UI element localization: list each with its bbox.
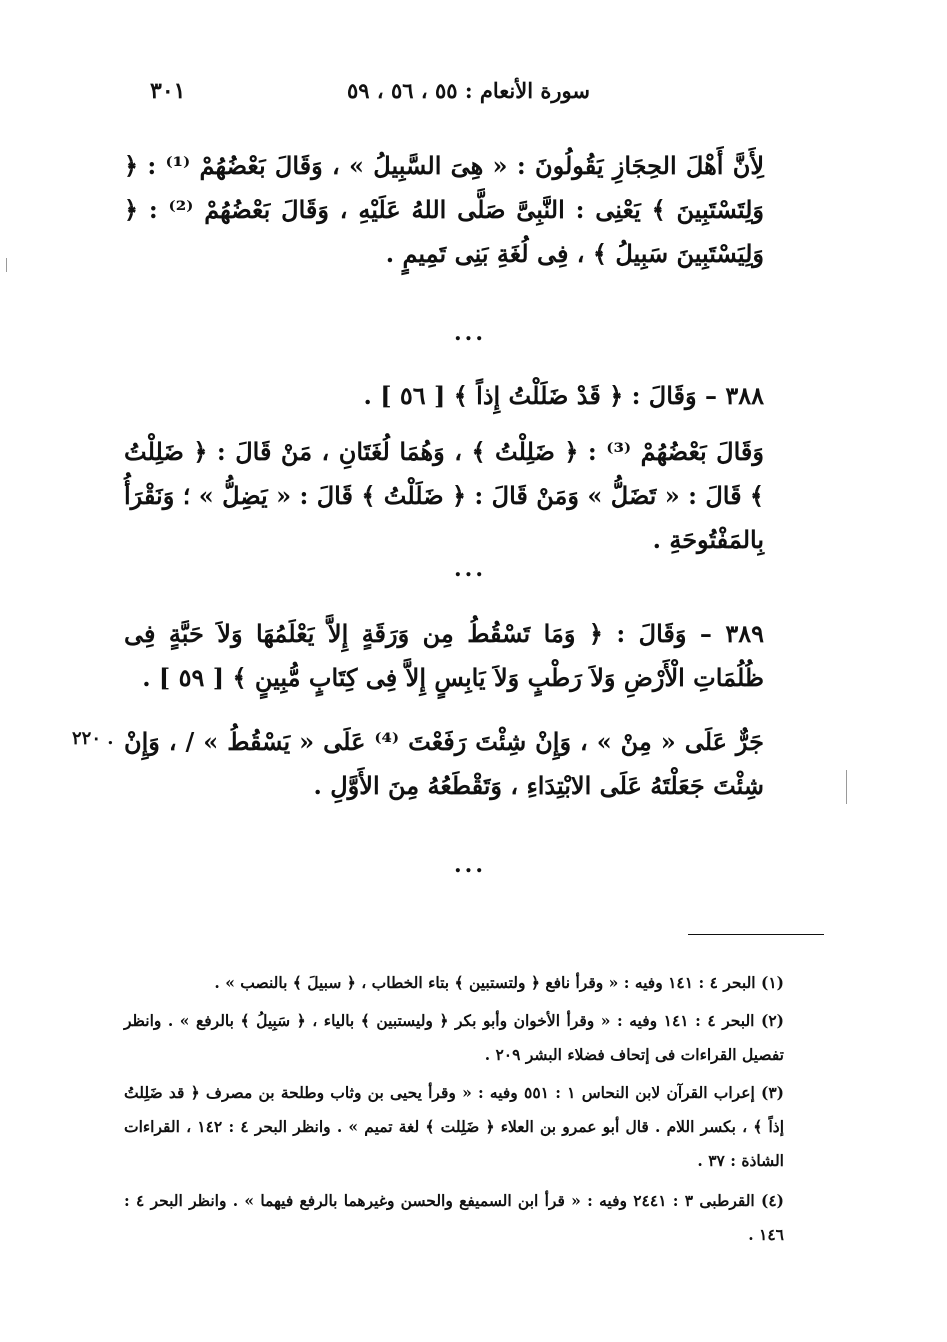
- surah-title: سورة الأنعام : ٥٥ ، ٥٦ ، ٥٩: [347, 78, 590, 103]
- scan-artifact: [846, 770, 847, 804]
- page-header: [150, 78, 590, 112]
- section-separator: ...: [454, 320, 486, 346]
- entry-388-heading: ٣٨٨ – وَقَالَ : ﴿ قَدْ ضَلَلْتُ إِذاً ﴾ [ ٥٦ ] .: [363, 381, 764, 410]
- entry-388-commentary: وَقَالَ بَعْضُهُمْ ⁽³⁾ : ﴿ ضَلِلْتُ ﴾ ، وَهُمَا لُغَتَانِ ، مَنْ قَالَ : ﴿ ضَلِلْتُ ﴾ قَالَ : « تَضَلُّ » وَمَنْ قَالَ : ﴿ ضَلَلْتُ ﴾ قَالَ : « يَضِلُّ » ؛ وَنَقْرَأُ بِالمَفْتُوحَةِ .: [124, 437, 764, 554]
- footnote-4: (٤) القرطبى ٣ : ٢٤٤١ وفيه : « قرأ ابن السميفع والحسن وغيرهما بالرفع فيهما » . وانظر البحر ٤ : ١٤٦ .: [124, 1191, 785, 1244]
- entry-389-commentary: جَرٌّ عَلَى « مِنْ » ، وَإِنْ شِئْتَ رَفَعْتَ ⁽⁴⁾ عَلَى « يَسْقُطُ » / ، وَإِنْ شِئْتَ جَعَلْتَهُ عَلَى الابْتِدَاءِ ، وَتَقْطَعُهُ مِنَ الأَوَّلِ .: [124, 727, 765, 800]
- footnote-divider: [688, 934, 824, 935]
- footnote-1: (١) البحر ٤ : ١٤١ وفيه : « وقرأ نافع ﴿ ولتستبين ﴾ بتاء الخطاب ، ﴿ سبيلَ ﴾ بالنصب » .: [214, 973, 784, 992]
- footnote-3: (٣) إعراب القرآن لابن النحاس ١ : ٥٥١ وفيه : « وقرأ يحيى بن وثاب وطلحة بن مصرف ﴿ قد ضَلِلتُ إذاً ﴾ ، بكسر اللام . قال أبو عمرو بن العلاء ﴿ ضَلِلت ﴾ لغة تميم » . وانظر البحر ٤ : ١٤٢ ، القراءات الشاذة : ٣٧ .: [124, 1083, 785, 1170]
- section-separator: ...: [454, 852, 486, 878]
- scan-artifact: [6, 258, 7, 272]
- paragraph-intro: لِأَنَّ أَهْلَ الحِجَازِ يَقُولُونَ : « هِىَ السَّبِيلُ » ، وَقَالَ بَعْضُهُمْ ⁽¹⁾ : ﴿ وَلِتَسْتَبِينَ ﴾ يَعْنِى : النَّبِىَّ صَلَّى اللهُ عَلَيْهِ ، وَقَالَ بَعْضُهُمْ ⁽²⁾ : ﴿ وَلِيَسْتَبِينَ سَبِيلُ ﴾ ، فِى لُغَةِ بَنِى تَمِيمٍ .: [124, 151, 765, 268]
- entry-389-heading: ٣٨٩ – وَقَالَ : ﴿ وَمَا تَسْقُطُ مِن وَرَقَةٍ إِلاَّ يَعْلَمُهَا وَلاَ حَبَّةٍ فِى ظُلُمَاتِ الْأَرْضِ وَلاَ رَطْبٍ وَلاَ يَابِسٍ إِلاَّ فِى كِتَابٍ مُّبِينٍ ﴾ [ ٥٩ ] .: [124, 619, 764, 692]
- margin-folio-number: ٢٢٠ .: [72, 728, 114, 749]
- section-separator: ...: [454, 556, 486, 582]
- page-number: ٣٠١: [150, 78, 186, 104]
- footnote-2: (٢) البحر ٤ : ١٤١ وفيه : « وقرأ الأخوان وأبو بكر ﴿ وليستبين ﴾ بالياء ، ﴿ سَبِيلُ ﴾ بالرفع » . وانظر تفصيل القراءات فى إتحاف فضلاء البشر ٢٠٩ .: [124, 1011, 785, 1064]
